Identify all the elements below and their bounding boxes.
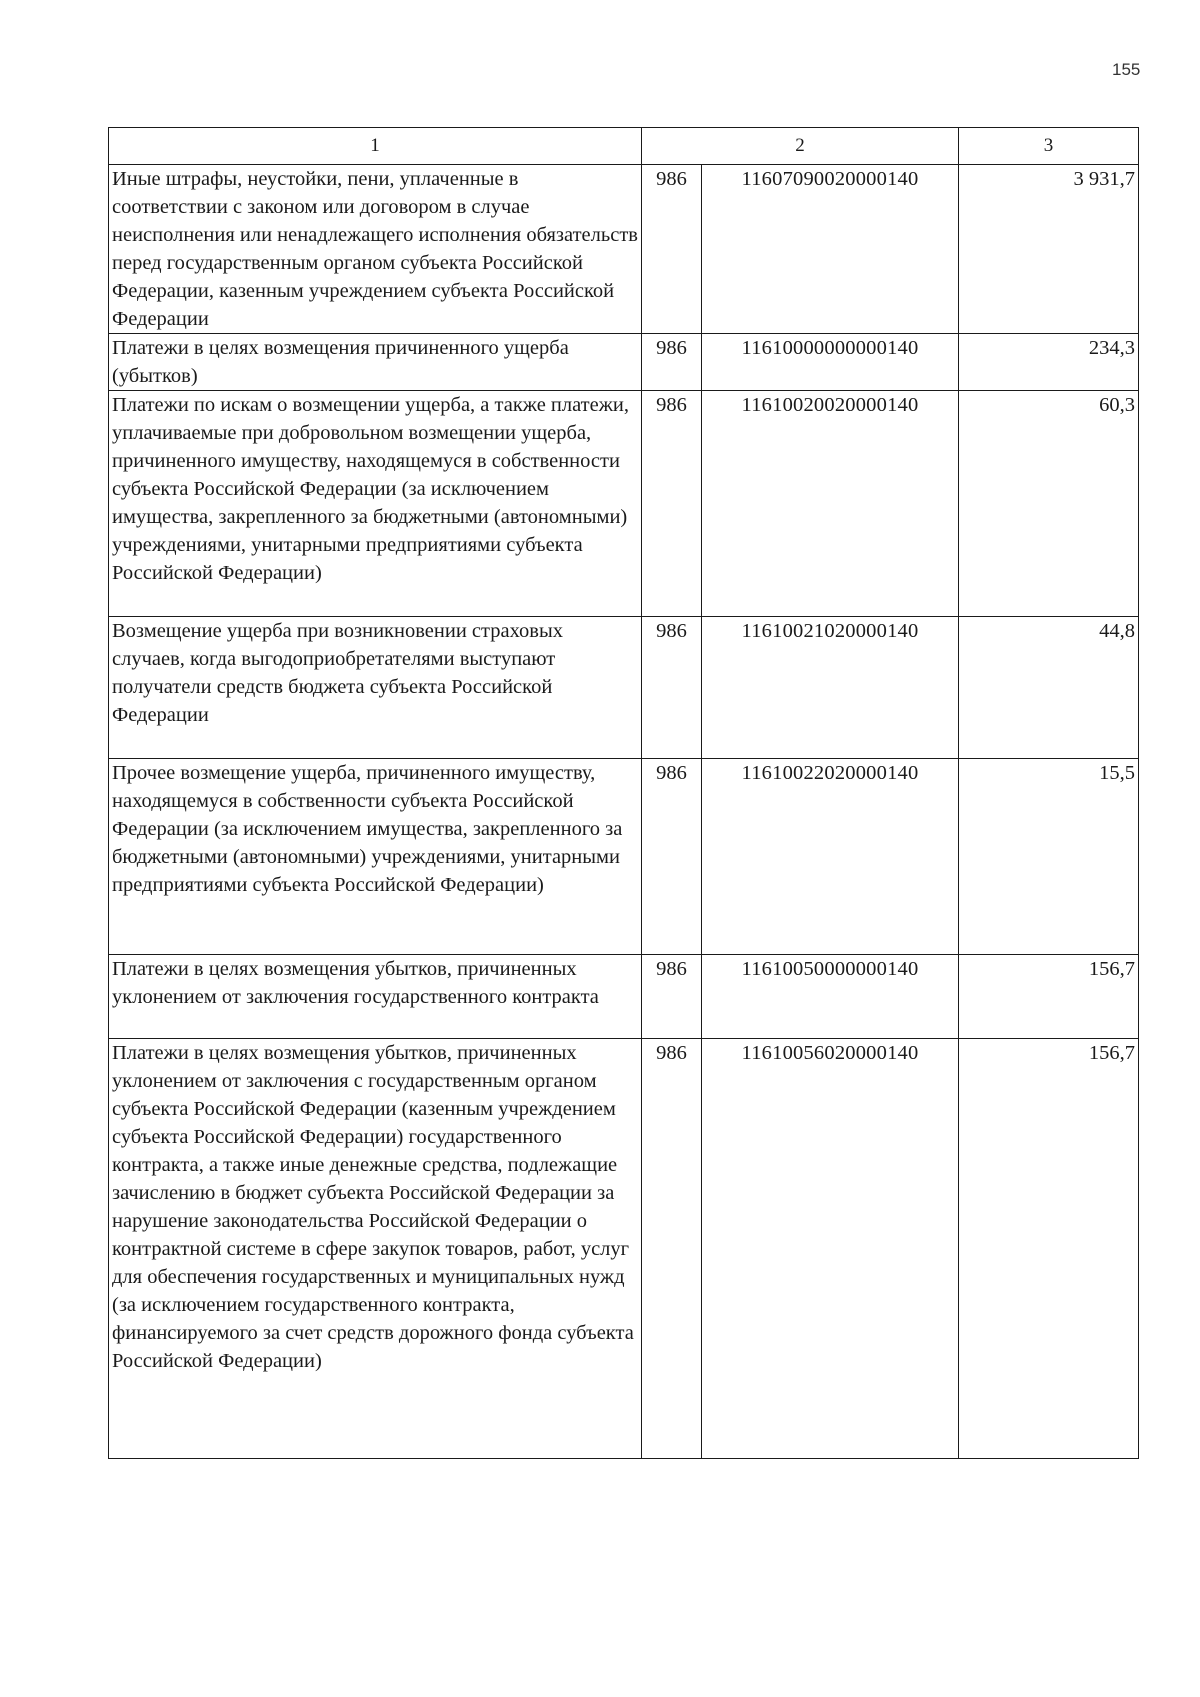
admin-code-cell: 986 — [642, 617, 702, 759]
revenue-name-cell: Платежи в целях возмещения убытков, причиненных уклонением от заключения государственного контракта — [109, 955, 642, 1039]
amount-cell: 3 931,7 — [959, 165, 1139, 334]
table-row — [109, 391, 1139, 617]
budget-code-cell: 11610020020000140 — [702, 391, 959, 617]
admin-code-cell: 986 — [642, 165, 702, 334]
revenue-name-cell: Возмещение ущерба при возникновении страховых случаев, когда выгодоприобретателями выступают получатели средств бюджета субъекта Российской Федерации — [109, 617, 642, 759]
table-row — [109, 617, 1139, 759]
budget-code-cell: 11610022020000140 — [702, 759, 959, 955]
amount-cell: 234,3 — [959, 334, 1139, 391]
admin-code-cell: 986 — [642, 391, 702, 617]
amount-cell: 60,3 — [959, 391, 1139, 617]
header-cell-3: 3 — [959, 128, 1139, 165]
budget-code-cell: 11607090020000140 — [702, 165, 959, 334]
table-row — [109, 1039, 1139, 1459]
table-header-row — [109, 128, 1139, 165]
admin-code-cell: 986 — [642, 334, 702, 391]
admin-code-cell: 986 — [642, 955, 702, 1039]
table-row — [109, 955, 1139, 1039]
page-number: 155 — [1112, 60, 1141, 79]
budget-revenue-table — [108, 127, 1139, 1459]
admin-code-cell: 986 — [642, 759, 702, 955]
amount-cell: 156,7 — [959, 1039, 1139, 1459]
admin-code-cell: 986 — [642, 1039, 702, 1459]
budget-code-cell: 11610021020000140 — [702, 617, 959, 759]
budget-code-cell: 11610050000000140 — [702, 955, 959, 1039]
revenue-name-cell: Платежи по искам о возмещении ущерба, а также платежи, уплачиваемые при добровольном возмещении ущерба, причиненного имуществу, находящемуся в собственности субъекта Российской Федерации (за исключением имущества, закрепленного за бюджетными (автономными) учреждениями, унитарными предприятиями субъекта Российской Федерации) — [109, 391, 642, 617]
header-cell-2: 2 — [642, 128, 959, 165]
budget-code-cell: 11610000000000140 — [702, 334, 959, 391]
amount-cell: 156,7 — [959, 955, 1139, 1039]
revenue-name-cell: Платежи в целях возмещения убытков, причиненных уклонением от заключения с государственным органом субъекта Российской Федерации (казенным учреждением субъекта Российской Федерации) государственного контракта, а также иные денежные средства, подлежащие зачислению в бюджет субъекта Российской Федерации за нарушение законодательства Российской Федерации о контрактной системе в сфере закупок товаров, работ, услуг для обеспечения государственных и муниципальных нужд (за исключением государственного контракта, финансируемого за счет средств дорожного фонда субъекта Российской Федерации) — [109, 1039, 642, 1459]
budget-code-cell: 11610056020000140 — [702, 1039, 959, 1459]
revenue-name-cell: Иные штрафы, неустойки, пени, уплаченные в соответствии с законом или договором в случае неисполнения или ненадлежащего исполнения обязательств перед государственным органом субъекта Российской Федерации, казенным учреждением субъекта Российской Федерации — [109, 165, 642, 334]
table-row — [109, 759, 1139, 955]
table-row — [109, 165, 1139, 334]
amount-cell: 44,8 — [959, 617, 1139, 759]
table-row — [109, 334, 1139, 391]
revenue-name-cell: Платежи в целях возмещения причиненного ущерба (убытков) — [109, 334, 642, 391]
amount-cell: 15,5 — [959, 759, 1139, 955]
revenue-name-cell: Прочее возмещение ущерба, причиненного имуществу, находящемуся в собственности субъекта Российской Федерации (за исключением имущества, закрепленного за бюджетными (автономными) учреждениями, унитарными предприятиями субъекта Российской Федерации) — [109, 759, 642, 955]
header-cell-1: 1 — [109, 128, 642, 165]
